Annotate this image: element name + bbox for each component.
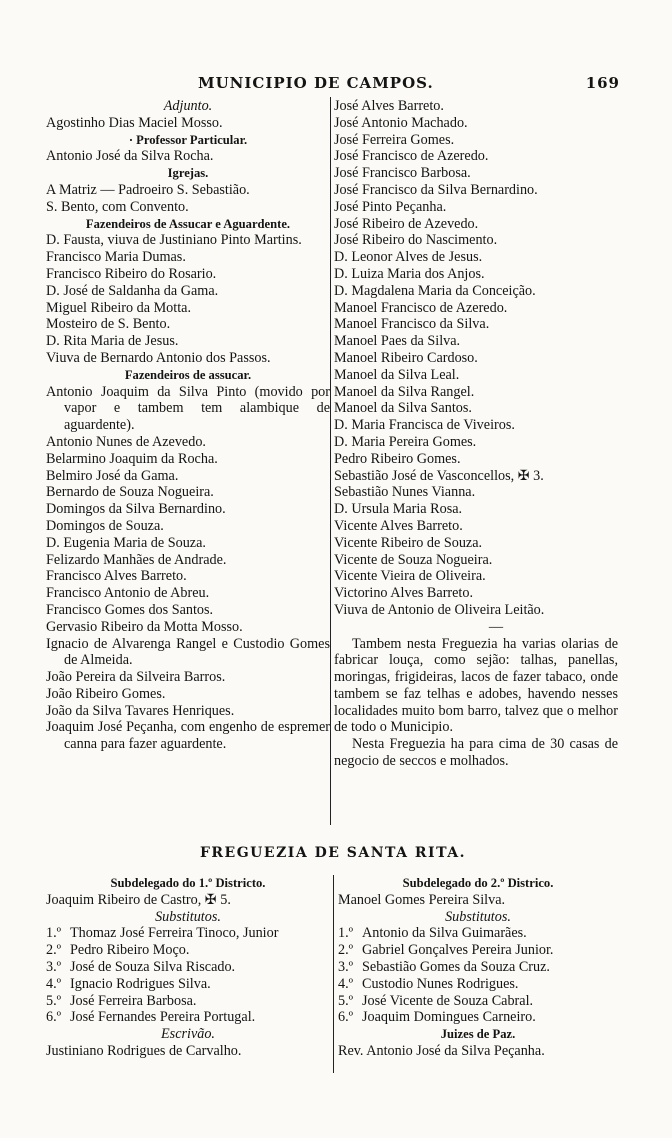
list-item: Vicente Vieira de Oliveira. xyxy=(334,568,486,585)
list-item: José Francisco Barbosa. xyxy=(334,165,471,182)
substituto-name: Antonio da Silva Guimarães. xyxy=(362,925,527,942)
list-item: Antonio Nunes de Azevedo. xyxy=(46,433,206,450)
list-item: Manoel Francisco da Silva. xyxy=(334,316,490,333)
substituto-name: Joaquim Domingues Carneiro. xyxy=(362,1009,536,1026)
list-item: D. Maria Pereira Gomes. xyxy=(334,433,477,450)
list-item xyxy=(338,976,618,993)
list-item: Felizardo Manhães de Andrade. xyxy=(46,551,227,568)
subdelegado-heading: Subdelegado do 1.º Districto. xyxy=(110,876,266,890)
page-number: 169 xyxy=(585,74,620,92)
ordinal: 6.º xyxy=(46,1009,62,1026)
subdelegado-heading: Subdelegado do 2.º Districo. xyxy=(402,876,554,890)
list-item xyxy=(338,993,618,1010)
list-item: Belmiro José da Gama. xyxy=(46,467,179,484)
list-item: Domingos da Silva Bernardino. xyxy=(46,501,226,518)
list-item: Ignacio de Alvarenga Rangel e Custodio Gomes de Almeida. xyxy=(46,635,330,669)
list-item: D. Fausta, viuva de Justiniano Pinto Martins. xyxy=(46,232,302,249)
professor-heading: · Professor Particular. xyxy=(128,132,248,147)
substituto-name: Custodio Nunes Rodrigues. xyxy=(362,975,519,992)
list-item: Francisco Alves Barreto. xyxy=(46,568,187,585)
substituto-name: José Fernandes Pereira Portugal. xyxy=(70,1009,256,1026)
list-item: Manoel da Silva Santos. xyxy=(334,400,472,417)
juizes-heading: Juizes de Paz. xyxy=(440,1027,516,1042)
list-item: João da Silva Tavares Henriques. xyxy=(46,702,235,719)
page-header xyxy=(40,74,620,94)
list-item: Joaquim José Peçanha, com engenho de espremer canna para fazer aguardente. xyxy=(46,719,330,753)
substituto-name: Gabriel Gonçalves Pereira Junior. xyxy=(362,942,554,959)
adjunto-name: Agostinho Dias Maciel Mosso. xyxy=(46,114,223,131)
substituto-name: José Ferreira Barbosa. xyxy=(70,992,197,1009)
ordinal: 6.º xyxy=(338,1009,354,1026)
list-item: D. Rita Maria de Jesus. xyxy=(46,333,179,350)
list-item xyxy=(338,959,618,976)
list-item: Manoel Paes da Silva. xyxy=(334,333,461,350)
column-divider xyxy=(330,97,331,825)
santa-rita-left-column xyxy=(46,875,330,1060)
list-item: Pedro Ribeiro Gomes. xyxy=(334,450,461,467)
escrivao-name: Justiniano Rodrigues de Carvalho. xyxy=(46,1042,242,1059)
list-item: José Alves Barreto. xyxy=(334,98,444,114)
list-item xyxy=(46,1009,330,1026)
list-item: José Francisco de Azeredo. xyxy=(334,148,489,165)
list-item xyxy=(46,925,330,942)
igrejas-heading: Igrejas. xyxy=(167,166,209,181)
list-item: José Pinto Peçanha. xyxy=(334,198,447,215)
list-item: D. Leonor Alves de Jesus. xyxy=(334,249,483,266)
list-item: João Pereira da Silveira Barros. xyxy=(46,669,226,686)
list-item: Belarmino Joaquim da Rocha. xyxy=(46,450,218,467)
list-item: Manoel Francisco de Azeredo. xyxy=(334,299,508,316)
list-item: D. Magdalena Maria da Conceição. xyxy=(334,282,536,299)
ordinal: 4.º xyxy=(338,975,354,992)
ordinal: 5.º xyxy=(46,992,62,1009)
ordinal: 3.º xyxy=(338,958,354,975)
ordinal: 2.º xyxy=(338,942,354,959)
list-item: João Ribeiro Gomes. xyxy=(46,685,166,702)
list-item: S. Bento, com Convento. xyxy=(46,198,189,215)
list-item xyxy=(338,1009,618,1026)
substituto-name: Sebastião Gomes da Souza Cruz. xyxy=(362,958,550,975)
list-item: Vicente de Souza Nogueira. xyxy=(334,551,493,568)
left-column xyxy=(46,98,330,753)
substitutos-heading: Substitutos. xyxy=(445,908,511,925)
ordinal: 2.º xyxy=(46,942,62,959)
list-item: Miguel Ribeiro da Motta. xyxy=(46,299,192,316)
list-item: Francisco Gomes dos Santos. xyxy=(46,601,214,618)
substituto-name: José Vicente de Souza Cabral. xyxy=(362,992,534,1009)
list-item xyxy=(46,942,330,959)
list-item: D. Luiza Maria dos Anjos. xyxy=(334,265,485,282)
separator-dash: — xyxy=(488,618,504,635)
subdelegado-name: Manoel Gomes Pereira Silva. xyxy=(338,891,506,908)
list-item: Sebastião José de Vasconcellos, ✠ 3. xyxy=(334,467,544,484)
ordinal: 4.º xyxy=(46,975,62,992)
list-item: Victorino Alves Barreto. xyxy=(334,585,474,602)
list-item xyxy=(46,959,330,976)
list-item: Bernardo de Souza Nogueira. xyxy=(46,484,214,501)
juiz-name: Rev. Antonio José da Silva Peçanha. xyxy=(338,1042,545,1059)
ordinal: 1.º xyxy=(46,925,62,942)
list-item: Gervasio Ribeiro da Motta Mosso. xyxy=(46,618,243,635)
running-title: MUNICIPIO DE CAMPOS. xyxy=(198,74,434,92)
negocio-paragraph: Nesta Freguezia ha para cima de 30 casas de negocio de seccos e molhados. xyxy=(334,736,618,770)
substituto-name: Pedro Ribeiro Moço. xyxy=(70,942,190,959)
ordinal: 1.º xyxy=(338,925,354,942)
list-item: José Francisco da Silva Bernardino. xyxy=(334,181,538,198)
list-item: Manoel da Silva Leal. xyxy=(334,366,460,383)
list-item xyxy=(338,925,618,942)
olarias-paragraph: Tambem nesta Freguezia ha varias olarias de fabricar louça, como sejão: talhas, panellas, moringas, frigideiras, lacos de fazer tabaco, onde tambem se faz telhas e adobes, havendo nesses localidades muito bom barro, talvez que o melhor de todo o Municipio. xyxy=(334,635,618,736)
substituto-name: José de Souza Silva Riscado. xyxy=(70,958,236,975)
list-item: José Ribeiro do Nascimento. xyxy=(334,232,498,249)
list-item: D. Eugenia Maria de Souza. xyxy=(46,534,206,551)
list-item: Manoel Ribeiro Cardoso. xyxy=(334,349,478,366)
substituto-name: Ignacio Rodrigues Silva. xyxy=(70,975,211,992)
list-item: A Matriz — Padroeiro S. Sebastião. xyxy=(46,181,250,198)
professor-name: Antonio José da Silva Rocha. xyxy=(46,148,214,165)
list-item: José Ribeiro de Azevedo. xyxy=(334,215,479,232)
list-item: Mosteiro de S. Bento. xyxy=(46,316,171,333)
santa-rita-right-column xyxy=(338,875,618,1060)
list-item: D. Maria Francisca de Viveiros. xyxy=(334,417,515,434)
column-divider xyxy=(333,875,334,1073)
fazendeiros-acucar-heading: Fazendeiros de Assucar e Aguardente. xyxy=(85,216,291,231)
list-item: Sebastião Nunes Vianna. xyxy=(334,484,476,501)
substituto-name: Thomaz José Ferreira Tinoco, Junior xyxy=(70,925,279,942)
list-item: D. Ursula Maria Rosa. xyxy=(334,501,463,518)
fazendeiros-assucar-heading: Fazendeiros de assucar. xyxy=(124,367,252,382)
list-item: Francisco Maria Dumas. xyxy=(46,249,186,266)
list-item: Domingos de Souza. xyxy=(46,517,164,534)
section-title: FREGUEZIA DE SANTA RITA. xyxy=(199,845,466,861)
adjunto-heading: Adjunto. xyxy=(163,98,213,114)
list-item: Francisco Antonio de Abreu. xyxy=(46,585,210,602)
subdelegado-name: Joaquim Ribeiro de Castro, ✠ 5. xyxy=(46,891,231,908)
list-item xyxy=(46,993,330,1010)
list-item: Vicente Alves Barreto. xyxy=(334,517,463,534)
substitutos-heading: Substitutos. xyxy=(155,908,221,925)
ordinal: 5.º xyxy=(338,992,354,1009)
list-item: Antonio Joaquim da Silva Pinto (movido por vapor e tambem tem alambique de aguardente). xyxy=(46,383,330,434)
list-item xyxy=(46,976,330,993)
list-item: Francisco Ribeiro do Rosario. xyxy=(46,265,217,282)
escrivao-heading: Escrivão. xyxy=(161,1026,215,1043)
ordinal: 3.º xyxy=(46,958,62,975)
list-item: José Ferreira Gomes. xyxy=(334,131,455,148)
list-item: D. José de Saldanha da Gama. xyxy=(46,282,219,299)
list-item xyxy=(338,942,618,959)
right-column xyxy=(334,98,618,770)
list-item: Vicente Ribeiro de Souza. xyxy=(334,534,483,551)
list-item: Manoel da Silva Rangel. xyxy=(334,383,475,400)
list-item: Viuva de Bernardo Antonio dos Passos. xyxy=(46,349,271,366)
list-item: Viuva de Antonio de Oliveira Leitão. xyxy=(334,601,545,618)
list-item: José Antonio Machado. xyxy=(334,114,468,131)
